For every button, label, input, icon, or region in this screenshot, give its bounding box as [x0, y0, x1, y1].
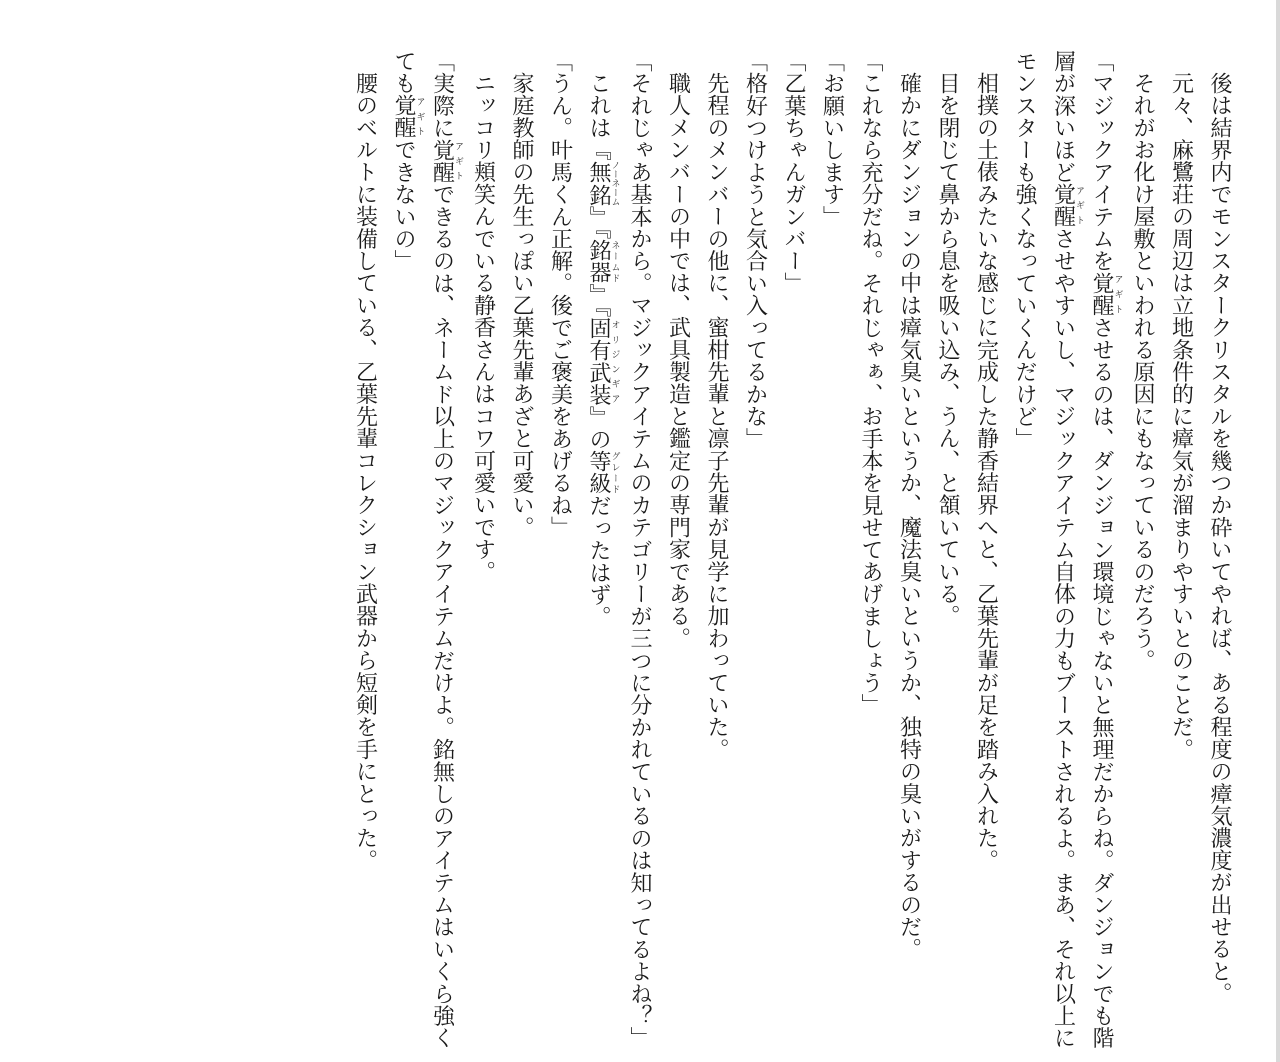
text-segment: 「実際に [429, 50, 455, 139]
text-paragraph [697, 50, 736, 1050]
text-paragraph [889, 50, 928, 1050]
ruby-annotation [586, 239, 620, 284]
text-segment: させるのは、ダンジョン環境じゃないと無理だからね。ダンジョンでも階層が深いほど [1050, 50, 1114, 1050]
text-segment: 』『 [586, 206, 611, 240]
text-paragraph [966, 50, 1005, 1050]
text-paragraph [658, 50, 697, 1050]
text-paragraph [345, 50, 384, 1050]
text-paragraph [384, 50, 464, 1050]
text-paragraph [1200, 50, 1239, 1050]
ruby-annotation [429, 138, 463, 184]
text-segment: 後は結界内でモンスタークリスタルを幾つか砕いてやれば、ある程度の瘴気濃度が出せると。 [1207, 72, 1232, 1005]
ruby-reading: ノーネーム [609, 160, 620, 207]
text-segment: 確かにダンジョンの中は瘴気臭いというか、魔法臭いというか、独特の臭いがするのだ。 [896, 72, 922, 960]
text-segment: だったはず。 [586, 494, 611, 629]
text-segment: できないの」 [391, 138, 416, 273]
ruby-annotation [1050, 183, 1084, 228]
text-paragraph [579, 50, 620, 1050]
ruby-reading: ネームド [609, 239, 620, 284]
text-segment: させやすいし、マジックアイテム自体の力もブーストされるよ。まあ、それ以上にモンスターも強くなっていくんだけど」 [1012, 50, 1076, 1050]
text-segment: 腰のベルトに装備している、乙葉先輩コレクション武器から短剣を手にとった。 [352, 72, 378, 872]
ruby-base: 無銘 [586, 160, 611, 207]
text-segment: 「格好つけようと気合い入ってるかな」 [742, 50, 768, 450]
text-paragraph [851, 50, 890, 1050]
ruby-base: 覚醒 [1089, 272, 1114, 317]
text-segment: ニッコリ頬笑んでいる静香さんはコワ可愛いです。 [470, 72, 496, 583]
ruby-reading: アギト [1074, 183, 1084, 228]
text-segment: 「それじゃあ基本から。マジックアイテムのカテゴリーが三つに分かれているのは知ってるよね？」 [627, 50, 652, 1049]
text-segment: 職人メンバーの中では、武具製造と鑑定の専門家である。 [665, 72, 691, 650]
ruby-annotation [586, 160, 620, 207]
ruby-base: 固有武装 [586, 317, 611, 407]
ruby-base: 覚醒 [1050, 183, 1076, 228]
ruby-reading: オリジンギア [609, 317, 620, 407]
ruby-annotation [586, 317, 620, 407]
text-segment: 家庭教師の先生っぽい乙葉先輩あざと可愛い。 [509, 72, 534, 539]
text-paragraph [620, 50, 659, 1050]
text-paragraph [1161, 50, 1200, 1050]
ruby-base: 覚醒 [429, 138, 455, 184]
text-segment: それがお化け屋敷といわれる原因にもなっているのだろう。 [1130, 72, 1155, 672]
text-paragraph [812, 50, 851, 1050]
text-segment: 「うん。叶馬くん正解。後でご褒美をあげるね」 [547, 50, 573, 539]
ruby-reading: アギト [1112, 272, 1123, 317]
text-segment: 目を閉じて鼻から息を吸い込み、うん、と頷いている。 [935, 72, 960, 627]
text-segment: 元々、麻鷺荘の周辺は立地条件的に瘴気が溜まりやすいとのことだ。 [1168, 72, 1194, 761]
text-segment: 「乙葉ちゃんガンバー」 [781, 50, 806, 295]
text-paragraph [1005, 50, 1123, 1050]
text-paragraph [1123, 50, 1162, 1050]
text-segment: 』『 [586, 283, 611, 318]
text-segment: 』の [586, 406, 611, 451]
ruby-reading: アギト [453, 138, 463, 184]
text-segment: 「これなら充分だね。それじゃぁ、お手本を見せてあげましょう」 [858, 50, 883, 716]
text-paragraph [540, 50, 579, 1050]
text-segment: 相撲の土俵みたいな感じに完成した静香結界へと、乙葉先輩が足を踏み入れた。 [973, 72, 999, 872]
ruby-base: 覚醒 [391, 94, 416, 139]
text-segment: 「お願いします」 [819, 50, 845, 228]
text-segment: これは『 [586, 72, 611, 161]
ruby-base: 銘器 [586, 239, 611, 284]
ruby-reading: アギト [414, 94, 425, 139]
text-segment: 「マジックアイテムを [1089, 50, 1114, 272]
ruby-annotation [586, 450, 620, 495]
text-segment: できるのは、ネームド以上のマジックアイテムだけよ。銘無しのアイテムはいくら強くても [391, 50, 455, 1050]
ruby-annotation [391, 94, 425, 139]
text-paragraph [735, 50, 774, 1050]
ruby-reading: グレード [609, 450, 620, 495]
text-paragraph [463, 50, 502, 1050]
page-edge-divider [1276, 0, 1280, 1062]
text-paragraph [928, 50, 967, 1050]
ruby-base: 等級 [586, 450, 611, 495]
text-segment: 先程のメンバーの他に、蜜柑先輩と凛子先輩が見学に加わっていた。 [704, 72, 729, 761]
text-paragraph [774, 50, 813, 1050]
ruby-annotation [1089, 272, 1123, 317]
vertical-text-body [345, 50, 1238, 1050]
text-paragraph [502, 50, 541, 1050]
